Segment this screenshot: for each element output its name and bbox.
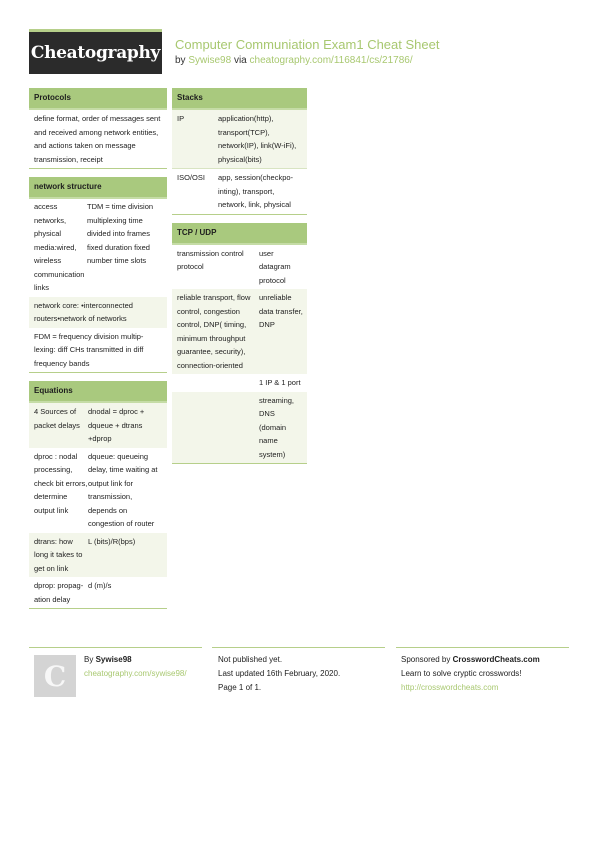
cell-left: dprop: propagation delay — [34, 581, 84, 604]
middle-column — [172, 88, 307, 464]
sponsor-tagline: Learn to solve cryptic crosswords! — [401, 669, 522, 678]
cell-right: application(http), transport(TCP), network(IP), link(W-iFi), physical(bits) — [218, 114, 297, 164]
cell-right: unreliable data transfer, DNP — [259, 293, 303, 329]
section-heading: Stacks — [172, 88, 307, 110]
cell-right: dnodal = dproc + dqueue + dtrans +dprop — [88, 407, 145, 443]
table-row — [29, 199, 167, 297]
footer-divider — [396, 647, 569, 648]
byline — [175, 55, 413, 66]
section-heading: Protocols — [29, 88, 167, 110]
page-count: Page 1 of 1. — [218, 683, 262, 692]
sponsor-link[interactable]: http://crosswordcheats.com — [401, 683, 499, 692]
last-updated: Last updated 16th February, 2020. — [218, 669, 341, 678]
table-row — [29, 448, 167, 533]
cell-right: user datagram protocol — [259, 248, 291, 285]
author-profile-link[interactable]: cheatography.com/sywise98/ — [84, 669, 187, 678]
cell-right: L (bits)/R(bps) — [88, 536, 136, 546]
full-row: FDM = frequency division multiplexing: diff CHs transmitted in diff frequency bands — [29, 328, 167, 374]
footer-publish-info — [218, 653, 388, 695]
author-link[interactable]: Sywise98 — [188, 55, 232, 66]
footer-divider — [212, 647, 385, 648]
cell-right: 1 IP & 1 port — [259, 378, 301, 387]
avatar-letter: C — [43, 659, 67, 693]
table-row — [172, 289, 307, 374]
cell-right: d (m)/s — [88, 581, 112, 590]
section-equations — [29, 381, 167, 609]
footer-sponsor — [401, 653, 571, 695]
footer-divider — [29, 647, 202, 648]
table-row — [29, 577, 167, 609]
cell-left: transmission control protocol — [177, 248, 244, 271]
cell-right: dqueue: queueing delay, time waiting at output link for transmission, depends on congestion of router — [88, 451, 158, 528]
sponsor-name[interactable]: CrosswordCheats.com — [452, 655, 540, 664]
via-word: via — [233, 55, 247, 66]
cell-left: 4 Sources of packet delays — [34, 407, 80, 430]
cell-left: dtrans: how long it takes to get on link — [34, 536, 83, 573]
section-protocols — [29, 88, 167, 169]
cell-left: IP — [177, 114, 185, 123]
sponsored-prefix: Sponsored by — [401, 655, 451, 664]
cell-left: access networks, physical media:wired, wireless communication links — [34, 202, 85, 292]
by-word: by — [175, 55, 186, 66]
table-row — [172, 169, 307, 215]
by-word: By — [84, 655, 94, 664]
section-tcp-udp — [172, 223, 307, 465]
protocols-text: define format, order of messages sent and received among network entities, and actions taken on message transmission, receipt — [29, 110, 167, 169]
table-row — [29, 533, 167, 578]
table-row — [172, 245, 307, 290]
published-status: Not published yet. — [218, 655, 283, 664]
page-title: Computer Communiation Exam1 Cheat Sheet — [175, 37, 440, 52]
avatar[interactable] — [34, 655, 76, 697]
section-heading: network structure — [29, 177, 167, 199]
footer-author — [84, 653, 204, 681]
section-heading: TCP / UDP — [172, 223, 307, 245]
table-row — [172, 374, 307, 392]
cheatography-logo[interactable] — [29, 29, 162, 74]
section-stacks — [172, 88, 307, 215]
section-heading: Equations — [29, 381, 167, 403]
cell-right: TDM = time division multiplexing time divided into frames fixed duration fixed number time slots — [87, 202, 154, 265]
table-row — [172, 110, 307, 169]
footer — [29, 647, 569, 707]
cell-left — [172, 394, 259, 462]
table-row — [172, 392, 307, 465]
cell-left: ISO/OSI — [177, 173, 205, 182]
section-network-structure — [29, 177, 167, 373]
cell-right: app, session(checkpointing), transport, network, link, physical — [218, 173, 294, 209]
cell-left — [172, 376, 259, 390]
left-column — [29, 88, 167, 609]
full-row: network core: •interconnected routers•network of networks — [29, 297, 167, 328]
cell-left: dproc : nodal processing, check bit errors, determine output link — [34, 451, 88, 515]
cell-left: reliable transport, flow control, congestion control, DNP( timing, minimum throughput guarantee, security), connection-oriented — [177, 293, 251, 370]
sheet-url-link[interactable]: cheatography.com/116841/cs/21786/ — [249, 55, 413, 66]
table-row — [29, 403, 167, 448]
logo-box — [29, 32, 162, 74]
logo-text: Cheatography — [30, 43, 161, 63]
footer-author-name[interactable]: Sywise98 — [95, 655, 132, 664]
cell-right: streaming, DNS (domain name system) — [259, 395, 295, 459]
